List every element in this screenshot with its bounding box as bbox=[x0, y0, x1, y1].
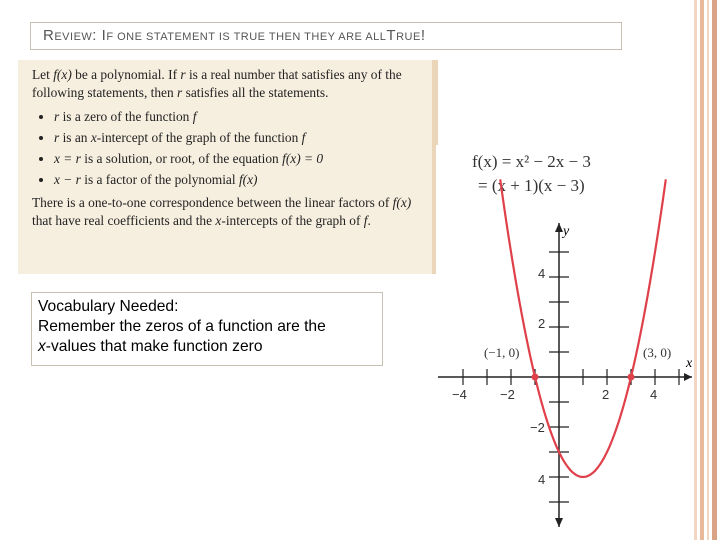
list-item: • x = r is a solution, or root, of the equation f(x) = 0 bbox=[54, 148, 422, 169]
vocab-line: x-values that make function zero bbox=[38, 338, 263, 355]
excerpt-outro: There is a one-to-one correspondence between the linear factors of f(x) that have real coefficients and the x-intercepts of the graph of f. bbox=[32, 195, 412, 228]
vocabulary-box bbox=[31, 292, 383, 366]
y-tick-label: 4 bbox=[538, 266, 546, 281]
vocab-line: Remember the zeros of a function are the bbox=[38, 318, 326, 335]
equation-line-1: f(x) = x² − 2x − 3 bbox=[472, 152, 591, 171]
y-tick-label: 4 bbox=[538, 472, 546, 487]
x-tick-label: −4 bbox=[452, 387, 467, 402]
x-tick-label: 4 bbox=[650, 387, 658, 402]
graph-svg bbox=[436, 145, 692, 540]
y-tick-label: 2 bbox=[538, 316, 546, 331]
list-item: • r is an x-intercept of the graph of the function f bbox=[54, 127, 422, 148]
x-tick-label: 2 bbox=[602, 387, 610, 402]
list-item: • r is a zero of the function f bbox=[54, 106, 422, 127]
y-axis-label: y bbox=[563, 224, 570, 239]
x-intercept-point bbox=[628, 374, 635, 381]
point-label: (3, 0) bbox=[643, 345, 672, 360]
parabola-graph bbox=[436, 145, 692, 540]
list-item: • x − r is a factor of the polynomial f(x) bbox=[54, 169, 422, 190]
vocab-heading: Vocabulary Needed: bbox=[38, 298, 179, 315]
slide-title: REVIEW: IF ONE STATEMENT IS TRUE THEN THEY ARE ALLTRUE! bbox=[30, 22, 622, 50]
point-label: (−1, 0) bbox=[484, 345, 520, 360]
textbook-excerpt bbox=[18, 60, 438, 274]
x-tick-label: −2 bbox=[500, 387, 515, 402]
y-tick-label: −2 bbox=[530, 420, 545, 435]
x-axis-label: x bbox=[686, 356, 692, 371]
excerpt-intro: Let f(x) be a polynomial. If r is a real number that satisfies any of the following statements, then r satisfies all the statements. bbox=[32, 67, 402, 100]
equation-line-2: = (x + 1)(x − 3) bbox=[478, 176, 585, 195]
statement-list bbox=[32, 106, 422, 190]
x-intercept-point bbox=[532, 374, 539, 381]
decorative-stripes bbox=[694, 0, 720, 540]
